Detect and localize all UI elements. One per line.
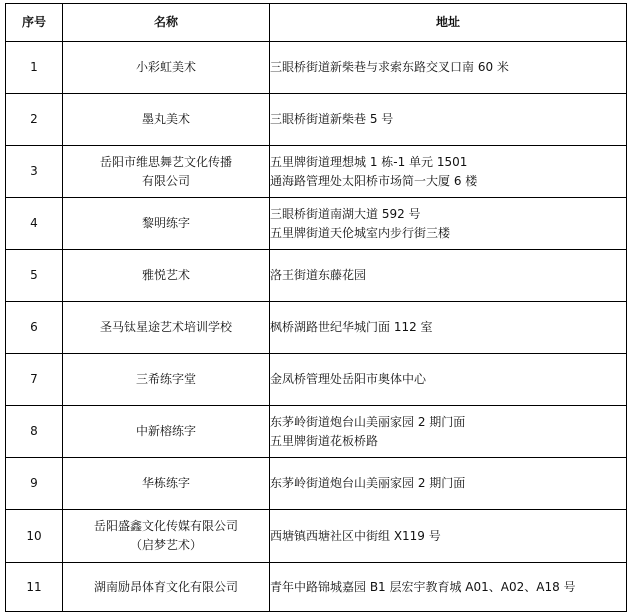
cell-address xyxy=(270,510,627,563)
cell-name xyxy=(63,563,270,612)
cell-name xyxy=(63,94,270,146)
cell-address xyxy=(270,94,627,146)
address-line: 三眼桥街道南湖大道 592 号 xyxy=(270,206,421,221)
address-line: 东茅岭街道炮台山美丽家园 2 期门面 xyxy=(270,414,466,429)
address-line: 五里牌街道天伦城室内步行街三楼 xyxy=(270,225,451,240)
address-line: 金凤桥管理处岳阳市奥体中心 xyxy=(270,372,427,386)
cell-name xyxy=(63,250,270,302)
name-line: 小彩虹美术 xyxy=(135,60,196,74)
cell-address xyxy=(270,146,627,198)
cell-address xyxy=(270,563,627,612)
name-line: 华栋练字 xyxy=(141,476,190,490)
address-line: 三眼桥街道新柴巷 5 号 xyxy=(270,112,394,126)
table-row xyxy=(6,563,627,612)
cell-name xyxy=(63,510,270,563)
name-line: 岳阳市维思舞艺文化传播 xyxy=(99,154,232,169)
cell-address xyxy=(270,458,627,510)
address-line: 东茅岭街道炮台山美丽家园 2 期门面 xyxy=(270,476,466,490)
address-line: 通海路管理处太阳桥市场简一大厦 6 楼 xyxy=(270,173,478,188)
cell-address xyxy=(270,302,627,354)
name-line: 有限公司 xyxy=(141,173,190,188)
address-line: 五里牌街道理想城 1 栋-1 单元 1501 xyxy=(270,154,468,169)
name-line: 中新榕练字 xyxy=(135,424,196,438)
name-line: 三希练字堂 xyxy=(135,372,196,386)
address-line: 五里牌街道花板桥路 xyxy=(270,433,379,448)
address-line: 青年中路锦城嘉园 B1 层宏宇教育城 A01、A02、A18 号 xyxy=(270,579,576,594)
cell-name xyxy=(63,406,270,458)
name-line: （启梦艺术） xyxy=(129,538,202,552)
table-row xyxy=(6,458,627,510)
table-row xyxy=(6,94,627,146)
header-name: 名称 xyxy=(63,4,270,42)
table-row xyxy=(6,146,627,198)
address-line: 洛王街道东藤花园 xyxy=(270,268,367,282)
name-line: 湖南励昂体育文化有限公司 xyxy=(93,579,238,594)
table-row xyxy=(6,354,627,406)
cell-address xyxy=(270,42,627,94)
cell-no: 9 xyxy=(6,458,63,510)
cell-name xyxy=(63,354,270,406)
cell-address xyxy=(270,406,627,458)
name-line: 墨丸美术 xyxy=(141,112,190,126)
institutions-table xyxy=(5,3,627,612)
table-row xyxy=(6,302,627,354)
table-row xyxy=(6,250,627,302)
cell-no: 4 xyxy=(6,198,63,250)
cell-no: 6 xyxy=(6,302,63,354)
cell-name xyxy=(63,42,270,94)
name-line: 岳阳盛鑫文化传媒有限公司 xyxy=(93,519,238,533)
cell-no: 5 xyxy=(6,250,63,302)
cell-no: 7 xyxy=(6,354,63,406)
address-line: 三眼桥街道新柴巷与求索东路交叉口南 60 米 xyxy=(270,60,509,74)
cell-no: 2 xyxy=(6,94,63,146)
cell-name xyxy=(63,198,270,250)
cell-name xyxy=(63,146,270,198)
table-row xyxy=(6,510,627,563)
table-header-row xyxy=(6,4,627,42)
cell-no: 11 xyxy=(6,563,63,612)
table-row xyxy=(6,42,627,94)
cell-name xyxy=(63,458,270,510)
cell-no: 1 xyxy=(6,42,63,94)
table-row xyxy=(6,406,627,458)
name-line: 雅悦艺术 xyxy=(141,268,190,282)
cell-name xyxy=(63,302,270,354)
table-row xyxy=(6,198,627,250)
cell-address xyxy=(270,354,627,406)
cell-address xyxy=(270,250,627,302)
cell-no: 10 xyxy=(6,510,63,563)
cell-address xyxy=(270,198,627,250)
cell-no: 8 xyxy=(6,406,63,458)
address-line: 西塘镇西塘社区中街组 X119 号 xyxy=(270,528,441,543)
header-no: 序号 xyxy=(6,4,63,42)
name-line: 圣马钛星途艺术培训学校 xyxy=(99,320,232,334)
address-line: 枫桥湖路世纪华城门面 112 室 xyxy=(270,320,433,334)
cell-no: 3 xyxy=(6,146,63,198)
header-address: 地址 xyxy=(270,4,627,42)
name-line: 黎明练字 xyxy=(141,216,190,230)
